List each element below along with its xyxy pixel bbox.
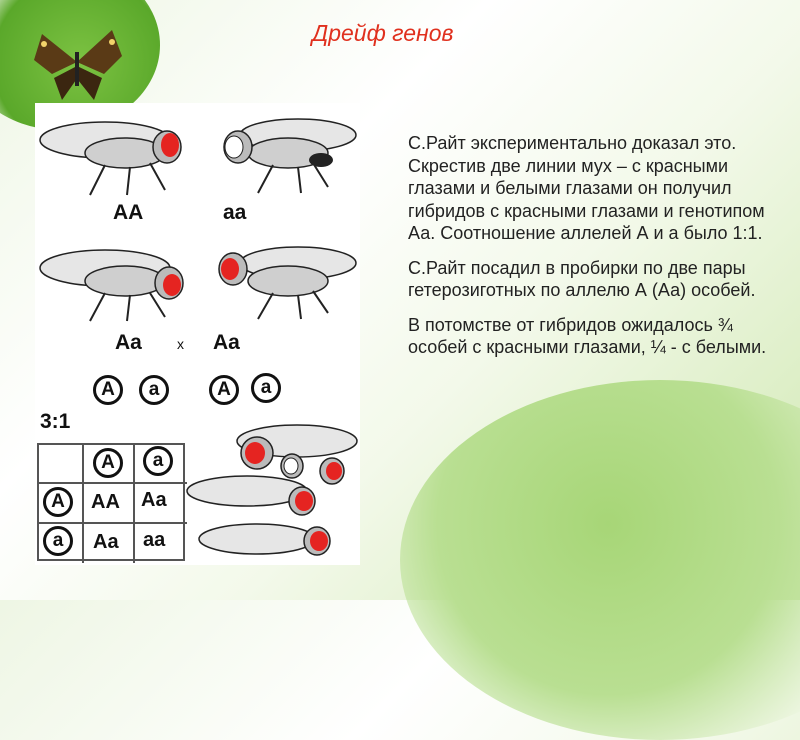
fly-red-eye bbox=[213, 233, 363, 323]
slide-title: Дрейф генов bbox=[312, 20, 454, 46]
genetics-figure bbox=[35, 103, 360, 565]
genotype-label: Aa bbox=[115, 331, 142, 354]
genotype-label: AA bbox=[113, 201, 144, 224]
punnett-header: A bbox=[43, 487, 73, 517]
punnett-cell: Aa bbox=[141, 489, 167, 511]
punnett-header: A bbox=[93, 448, 123, 478]
fly-red-eye bbox=[35, 105, 195, 200]
gamete-circle: A bbox=[209, 375, 239, 405]
punnett-cell: AA bbox=[91, 491, 120, 513]
offspring-flies bbox=[187, 421, 365, 566]
punnett-header: a bbox=[143, 446, 173, 476]
ratio-label: 3:1 bbox=[40, 410, 71, 433]
corner-decoration bbox=[400, 380, 800, 740]
punnett-cell: aa bbox=[143, 529, 166, 551]
fly-white-eye bbox=[213, 105, 363, 200]
butterfly-icon bbox=[22, 22, 132, 102]
gamete-circle: A bbox=[93, 375, 123, 405]
genotype-label: Aa bbox=[213, 331, 240, 354]
genotype-label: aa bbox=[223, 201, 247, 224]
paragraph: С.Райт экспериментально доказал это. Скрестив две линии мух – с красными глазами и белыми глазами он получил гибридов с красными глазами и генотипом Аа. Соотношение аллелей А и а было 1:1. bbox=[408, 133, 765, 243]
fly-red-eye bbox=[35, 233, 195, 323]
cross-sign: x bbox=[177, 336, 184, 352]
gamete-circle: a bbox=[251, 373, 281, 403]
punnett-square bbox=[37, 443, 185, 561]
paragraph: С.Райт посадил в пробирки по две пары гетерозиготных по аллелю А (Аа) особей. bbox=[408, 257, 756, 300]
paragraph: В потомстве от гибридов ожидалось ¾ особей с красными глазами, ¼ - с белыми. bbox=[408, 314, 767, 357]
punnett-cell: Aa bbox=[93, 531, 119, 553]
slide-text bbox=[408, 132, 778, 371]
gamete-circle: a bbox=[139, 375, 169, 405]
punnett-header: a bbox=[43, 526, 73, 556]
